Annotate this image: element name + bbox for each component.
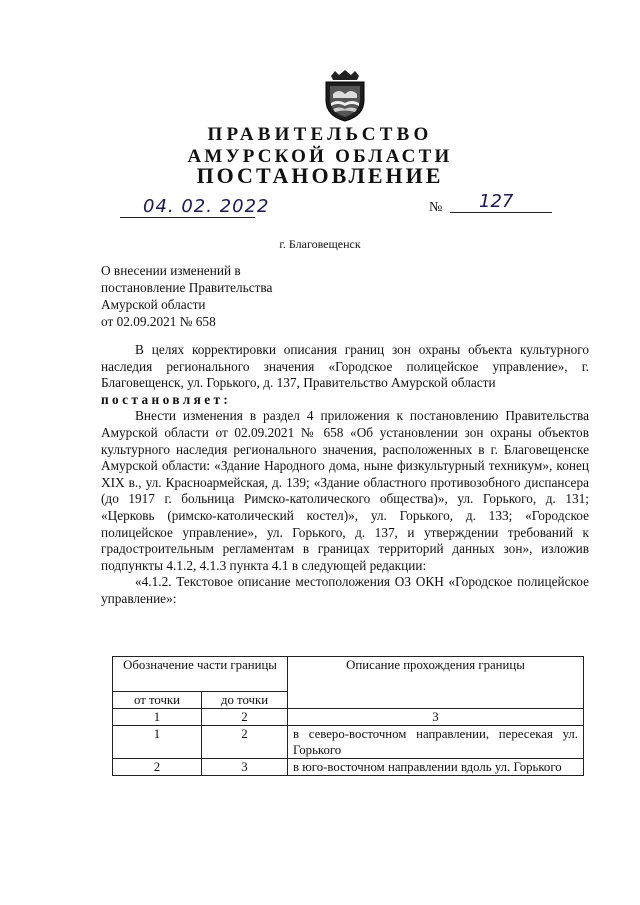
subject-line: от 02.09.2021 № 658	[101, 314, 216, 329]
table-cell: 1	[113, 709, 202, 726]
subject-line: Амурской области	[101, 297, 206, 312]
table-cell-from: 2	[113, 759, 202, 776]
table-index-row	[113, 709, 584, 726]
table-cell: 3	[288, 709, 584, 726]
subject-line: постановление Правительства	[101, 280, 273, 295]
coat-of-arms-emblem	[321, 70, 369, 122]
decree-date: 04. 02. 2022	[143, 196, 270, 217]
subclause-paragraph: «4.1.2. Текстовое описание местоположения ОЗ ОКН «Городское полицейское управление»:	[101, 574, 589, 606]
number-sign: №	[429, 200, 443, 215]
table-cell-description: в северо-восточном направлении, пересекая ул. Горького	[288, 726, 584, 759]
table-row	[113, 759, 584, 776]
table-row	[113, 726, 584, 759]
government-title: ПРАВИТЕЛЬСТВО	[207, 124, 433, 145]
table-cell-from: 1	[113, 726, 202, 759]
subject-line: О внесении изменений в	[101, 263, 241, 278]
header-cell-description: Описание прохождения границы	[288, 657, 584, 709]
amendment-paragraph: Внести изменения в раздел 4 приложения к постановлению Правительства Амурской области от 02.09.2021 № 658 «Об установлении зон охраны объектов культурного наследия регионального значения, расположенных в г. Благовещенске Амурской области: «Здание Народного дома, ныне физкультурный техникум», конец XIX в., ул. Красноармейская, д. 139; «Здание областного противозобного диспансера (до 1917 г. больница Римско-католического общества)», ул. Горького, д. 131; «Церковь (римско-католический костел)», ул. Горького, д. 133; «Городское полицейское управление», ул. Горького, д. 137, и утверждении требований к градостроительным регламентам в границах территорий данных зон», изложив подпункты 4.1.2, 4.1.3 пункта 4.1 в следующей редакции:	[101, 408, 589, 573]
number-underline	[450, 212, 552, 213]
table-header-row	[113, 657, 584, 692]
decree-body	[101, 342, 589, 608]
header-cell-boundary-part: Обозначение части границы	[113, 657, 288, 692]
decree-keyword: постановляет:	[101, 391, 232, 407]
document-type-title: ПОСТАНОВЛЕНИЕ	[196, 163, 444, 188]
table-cell-description: в юго-восточном направлении вдоль ул. Горького	[288, 759, 584, 776]
table-cell-to: 2	[202, 726, 288, 759]
table-cell: 2	[202, 709, 288, 726]
region-title: АМУРСКОЙ ОБЛАСТИ	[187, 146, 453, 167]
table-cell-to: 3	[202, 759, 288, 776]
date-underline	[120, 217, 255, 218]
decree-number: 127	[479, 191, 514, 212]
boundary-table	[112, 656, 584, 776]
header-cell-from: от точки	[113, 692, 202, 709]
decree-subject	[101, 262, 272, 330]
header-cell-to: до точки	[202, 692, 288, 709]
preamble-paragraph: В целях корректировки описания границ зон охраны объекта культурного наследия регионального значения «Городское полицейское управление», г. Благовещенск, ул. Горького, д. 137, Правительство Амурской области	[101, 342, 589, 391]
city-name: г. Благовещенск	[279, 237, 361, 251]
